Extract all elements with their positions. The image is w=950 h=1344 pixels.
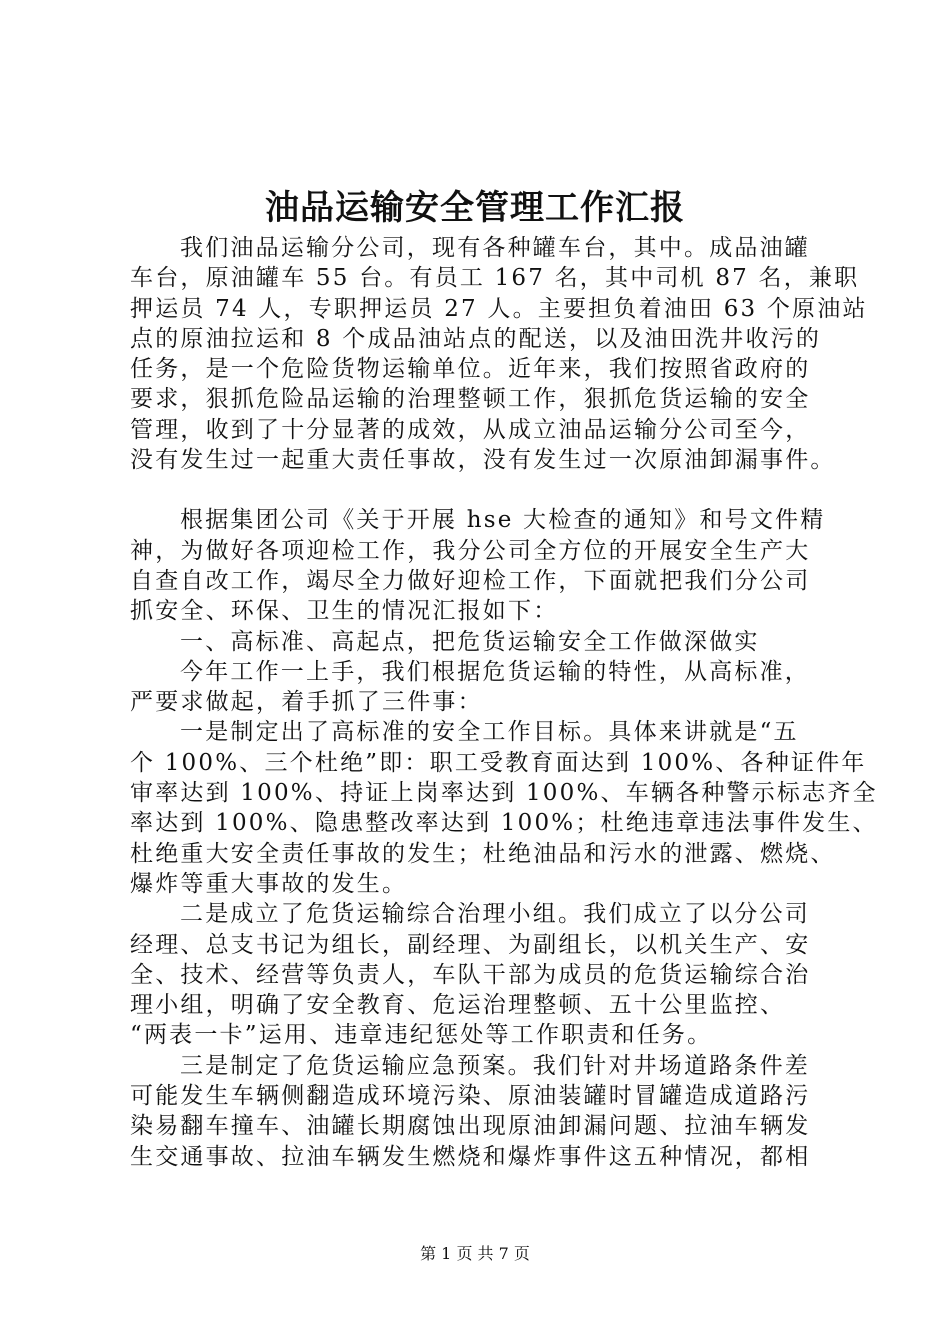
text-line: 车台，原油罐车 55 台。有员工 167 名，其中司机 87 名，兼职 — [130, 265, 860, 292]
text-line: 一、高标准、高起点，把危货运输安全工作做深做实 — [180, 628, 760, 655]
paragraph-plan — [130, 1051, 850, 1172]
text-line: 要求，狠抓危险品运输的治理整顿工作，狠抓危货运输的安全 — [130, 386, 811, 413]
text-line: 一是制定出了高标准的安全工作目标。具体来讲就是“五 — [180, 719, 799, 746]
text-line: 爆炸等重大事故的发生。 — [130, 870, 408, 897]
paragraph-team — [130, 899, 850, 1050]
text-line: 全、技术、经营等负责人，车队干部为成员的危货运输综合治 — [130, 961, 811, 988]
paragraph-basis — [130, 505, 850, 626]
text-line: 神，为做好各项迎检工作，我分公司全方位的开展安全生产大 — [130, 537, 811, 564]
text-line: 管理，收到了十分显著的成效，从成立油品运输分公司至今， — [130, 416, 811, 443]
text-line: 生交通事故、拉油车辆发生燃烧和爆炸事件这五种情况，都相 — [130, 1143, 811, 1170]
page-number: 第 1 页 共 7 页 — [420, 1244, 530, 1263]
text-line: 三是制定了危货运输应急预案。我们针对井场道路条件差 — [180, 1052, 810, 1079]
text-line: 染易翻车撞车、油罐长期腐蚀出现原油卸漏问题、拉油车辆发 — [130, 1113, 811, 1140]
text-line: 任务，是一个危险货物运输单位。近年来，我们按照省政府的 — [130, 356, 811, 383]
paragraph-gap — [130, 475, 850, 505]
text-line: 根据集团公司《关于开展 hse 大检查的通知》和号文件精 — [180, 507, 826, 534]
text-line: 可能发生车辆侧翻造成环境污染、原油装罐时冒罐造成道路污 — [130, 1083, 811, 1110]
text-line: 我们油品运输分公司，现有各种罐车台，其中。成品油罐 — [180, 235, 810, 261]
document-body — [130, 233, 878, 1172]
text-line: 审率达到 100%、持证上岗率达到 100%、车辆各种警示标志齐全 — [130, 780, 878, 807]
paragraph-goal — [130, 717, 878, 899]
text-line: 严要求做起，着手抓了三件事： — [130, 689, 483, 716]
text-line: 今年工作一上手，我们根据危货运输的特性，从高标准， — [180, 658, 810, 685]
paragraph-intro — [130, 233, 868, 475]
text-line: 押运员 74 人，专职押运员 27 人。主要担负着油田 63 个原油站 — [130, 295, 868, 322]
section-heading — [130, 627, 850, 657]
text-line: 杜绝重大安全责任事故的发生；杜绝油品和污水的泄露、燃烧、 — [130, 840, 836, 867]
paragraph-start — [130, 657, 850, 718]
text-line: 自查自改工作，竭尽全力做好迎检工作，下面就把我们分公司 — [130, 567, 811, 594]
text-line: 二是成立了危货运输综合治理小组。我们成立了以分公司 — [180, 901, 810, 928]
text-line: 点的原油拉运和 8 个成品油站点的配送，以及油田洗井收污的 — [130, 325, 822, 352]
document-title: 油品运输安全管理工作汇报 — [265, 188, 685, 228]
text-line: 理小组，明确了安全教育、危运治理整顿、五十公里监控、 — [130, 992, 786, 1019]
text-line: 抓安全、环保、卫生的情况汇报如下： — [130, 598, 559, 625]
text-line: 个 100%、三个杜绝”即：职工受教育面达到 100%、各种证件年 — [130, 749, 867, 776]
text-line: 经理、总支书记为组长，副经理、为副组长，以机关生产、安 — [130, 931, 811, 958]
text-line: “两表一卡”运用、违章违纪惩处等工作职责和任务。 — [130, 1022, 713, 1049]
text-line: 率达到 100%、隐患整改率达到 100%；杜绝违章违法事件发生、 — [130, 810, 878, 837]
text-line: 没有发生过一起重大责任事故，没有发生过一次原油卸漏事件。 — [130, 447, 836, 474]
